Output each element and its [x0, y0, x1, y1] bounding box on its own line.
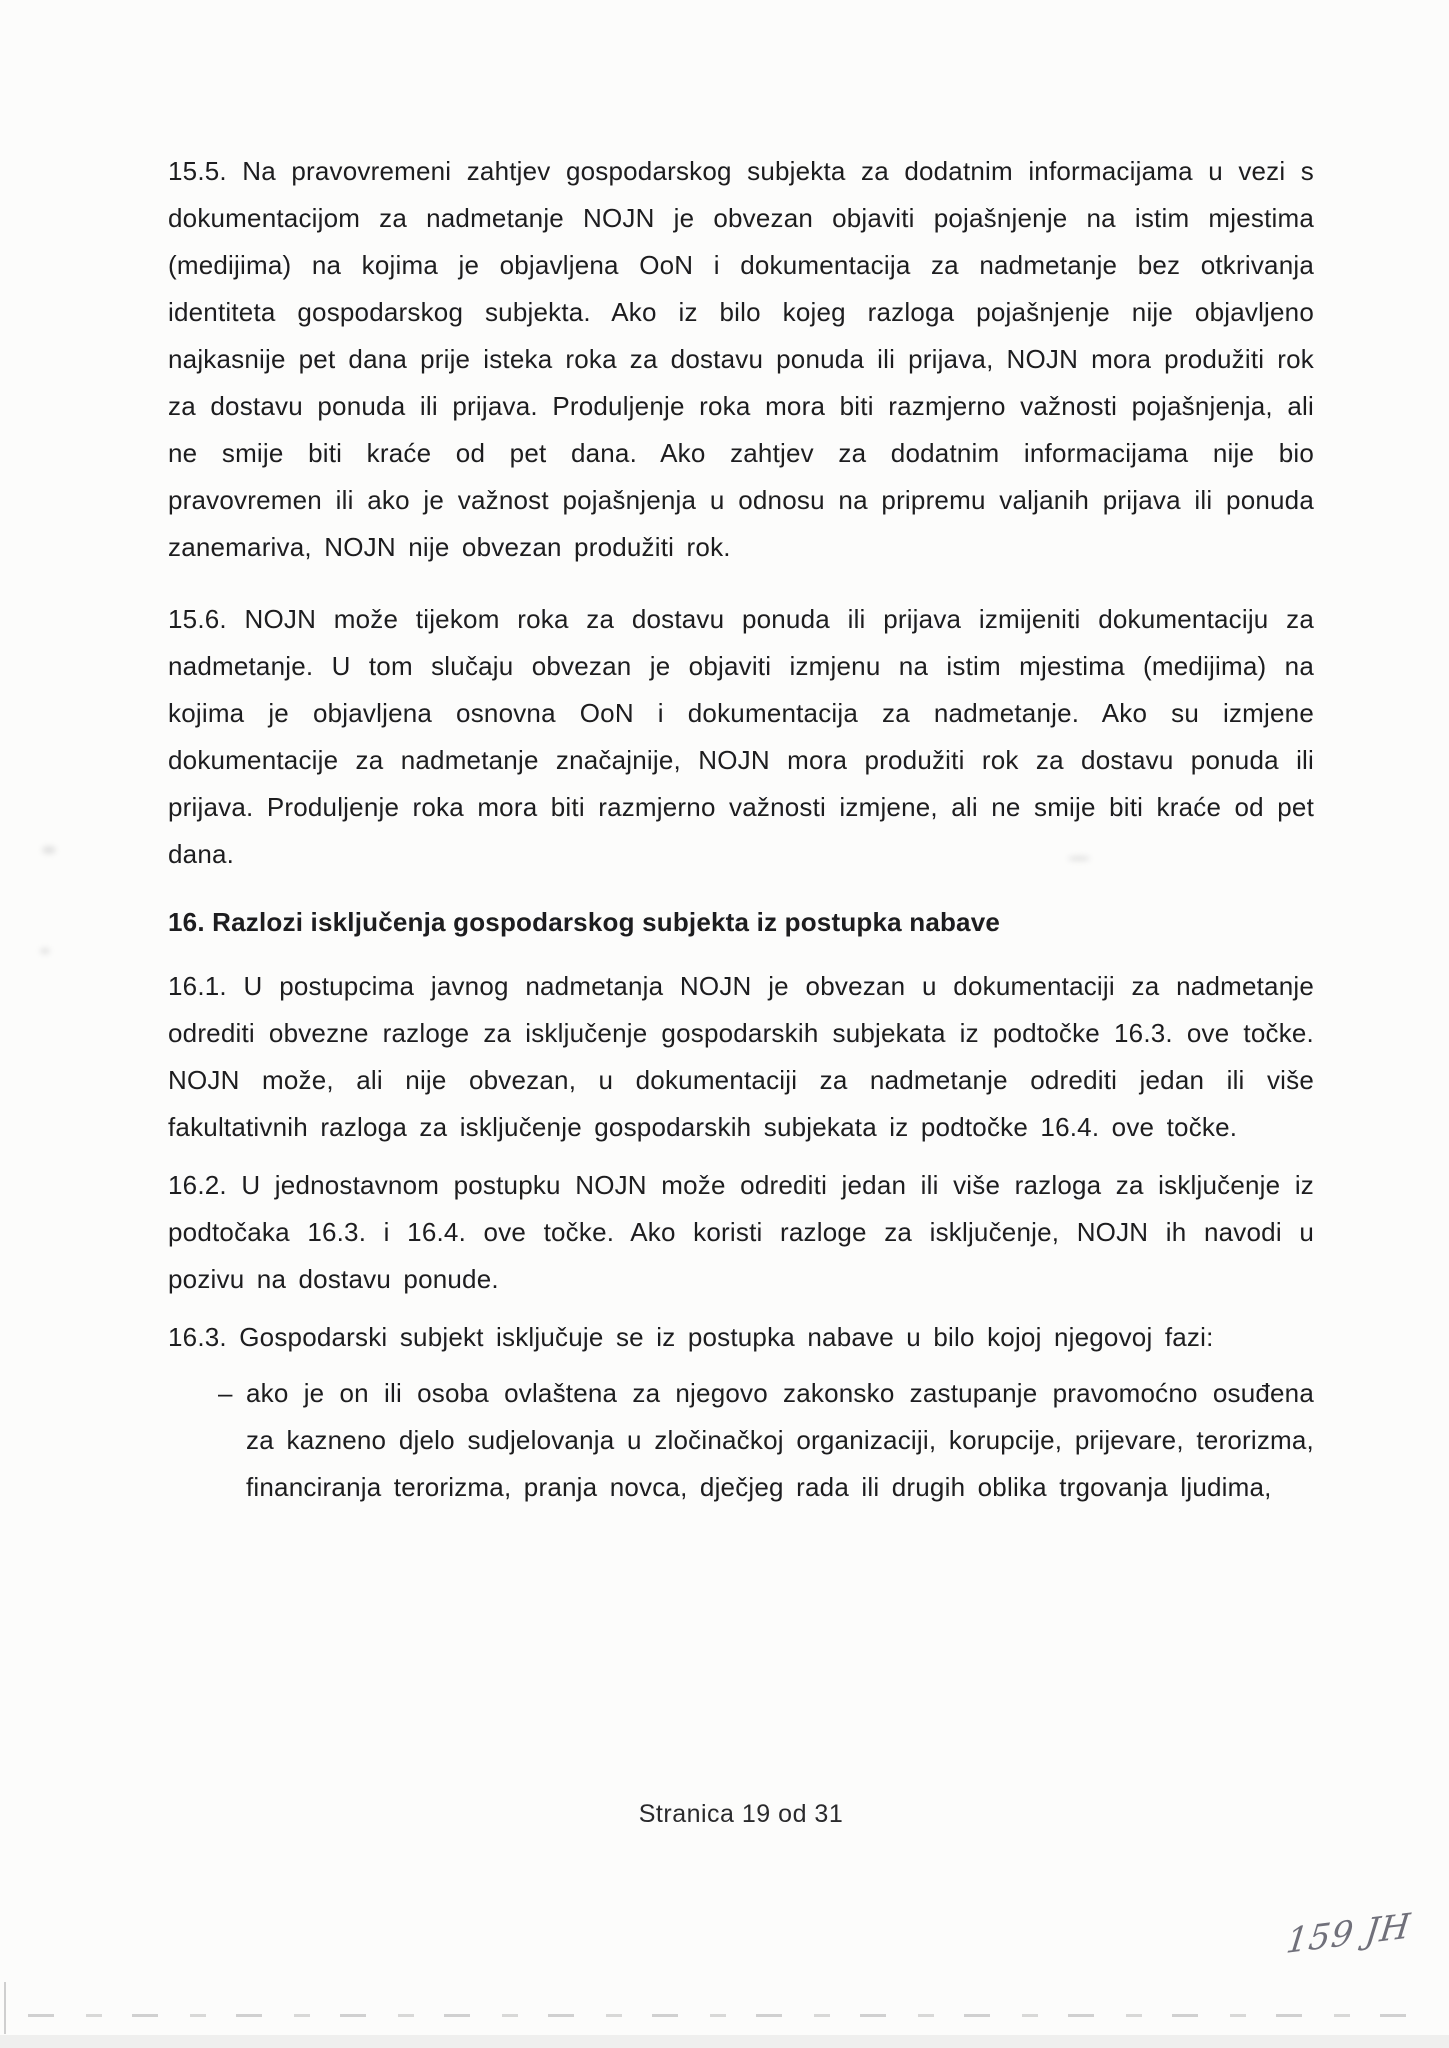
bullet-item-exclusion-reason	[168, 1370, 1314, 1511]
scan-smudge	[1068, 856, 1090, 861]
paragraph-16-2: 16.2. U jednostavnom postupku NOJN može odrediti jedan ili više razloga za isključenje iz podtočaka 16.3. i 16.4. ove točke. Ako koristi razloge za isključenje, NOJN ih navodi u pozivu na dostavu ponude.	[168, 1170, 1314, 1294]
bullet-dash: –	[218, 1378, 233, 1408]
scan-bottom-edge	[0, 2035, 1449, 2048]
paragraph-16-1: 16.1. U postupcima javnog nadmetanja NOJN je obvezan u dokumentaciji za nadmetanje odrediti obvezne razloge za isključenje gospodarskih subjekata iz podtočke 16.3. ove točke. NOJN može, ali nije obvezan, u dokumentaciji za nadmetanje odrediti jedan ili više fakultativnih razloga za isključenje gospodarskih subjekata iz podtočke 16.4. ove točke.	[168, 971, 1314, 1142]
paragraph-15-6: 15.6. NOJN može tijekom roka za dostavu ponuda ili prijava izmijeniti dokumentaciju za nadmetanje. U tom slučaju obvezan je objaviti izmjenu na istim mjestima (medijima) na kojima je objavljena osnovna OoN i dokumentacija za nadmetanje. Ako su izmjene dokumentacije za nadmetanje značajnije, NOJN mora produžiti rok za dostavu ponuda ili prijava. Produljenje roka mora biti razmjerno važnosti izmjene, ali ne smije biti kraće od pet dana.	[168, 604, 1314, 869]
document-body	[168, 148, 1314, 1511]
bullet-text: ako je on ili osoba ovlaštena za njegovo zakonsko zastupanje pravomoćno osuđena za kazneno djelo sudjelovanja u zločinačkoj organizaciji, korupcije, prijevare, terorizma, financiranja terorizma, pranja novca, dječjeg rada ili drugih oblika trgovanja ljudima,	[246, 1378, 1314, 1502]
scan-left-edge-artifact	[4, 1982, 6, 2034]
paragraph-15-5: 15.5. Na pravovremeni zahtjev gospodarskog subjekta za dodatnim informacijama u vezi s dokumentacijom za nadmetanje NOJN je obvezan objaviti pojašnjenje na istim mjestima (medijima) na kojima je objavljena OoN i dokumentacija za nadmetanje bez otkrivanja identiteta gospodarskog subjekta. Ako iz bilo kojeg razloga pojašnjenje nije objavljeno najkasnije pet dana prije isteka roka za dostavu ponuda ili prijava, NOJN mora produžiti rok za dostavu ponuda ili prijava. Produljenje roka mora biti razmjerno važnosti pojašnjenja, ali ne smije biti kraće od pet dana. Ako zahtjev za dodatnim informacijama nije bio pravovremen ili ako je važnost pojašnjenja u odnosu na pripremu valjanih prijava ili ponuda zanemariva, NOJN nije obvezan produžiti rok.	[168, 156, 1314, 562]
section-heading-16: 16. Razlozi isključenja gospodarskog subjekta iz postupka nabave	[168, 907, 1001, 937]
scan-edge-artifact	[28, 2014, 1433, 2017]
handwritten-page-mark: 159 JH	[1283, 1905, 1414, 1963]
scan-smudge	[42, 846, 56, 854]
scan-smudge	[40, 948, 50, 954]
page-number-footer: Stranica 19 od 31	[638, 1800, 844, 1828]
paragraph-16-3: 16.3. Gospodarski subjekt isključuje se iz postupka nabave u bilo kojoj njegovoj fazi:	[168, 1322, 1214, 1352]
